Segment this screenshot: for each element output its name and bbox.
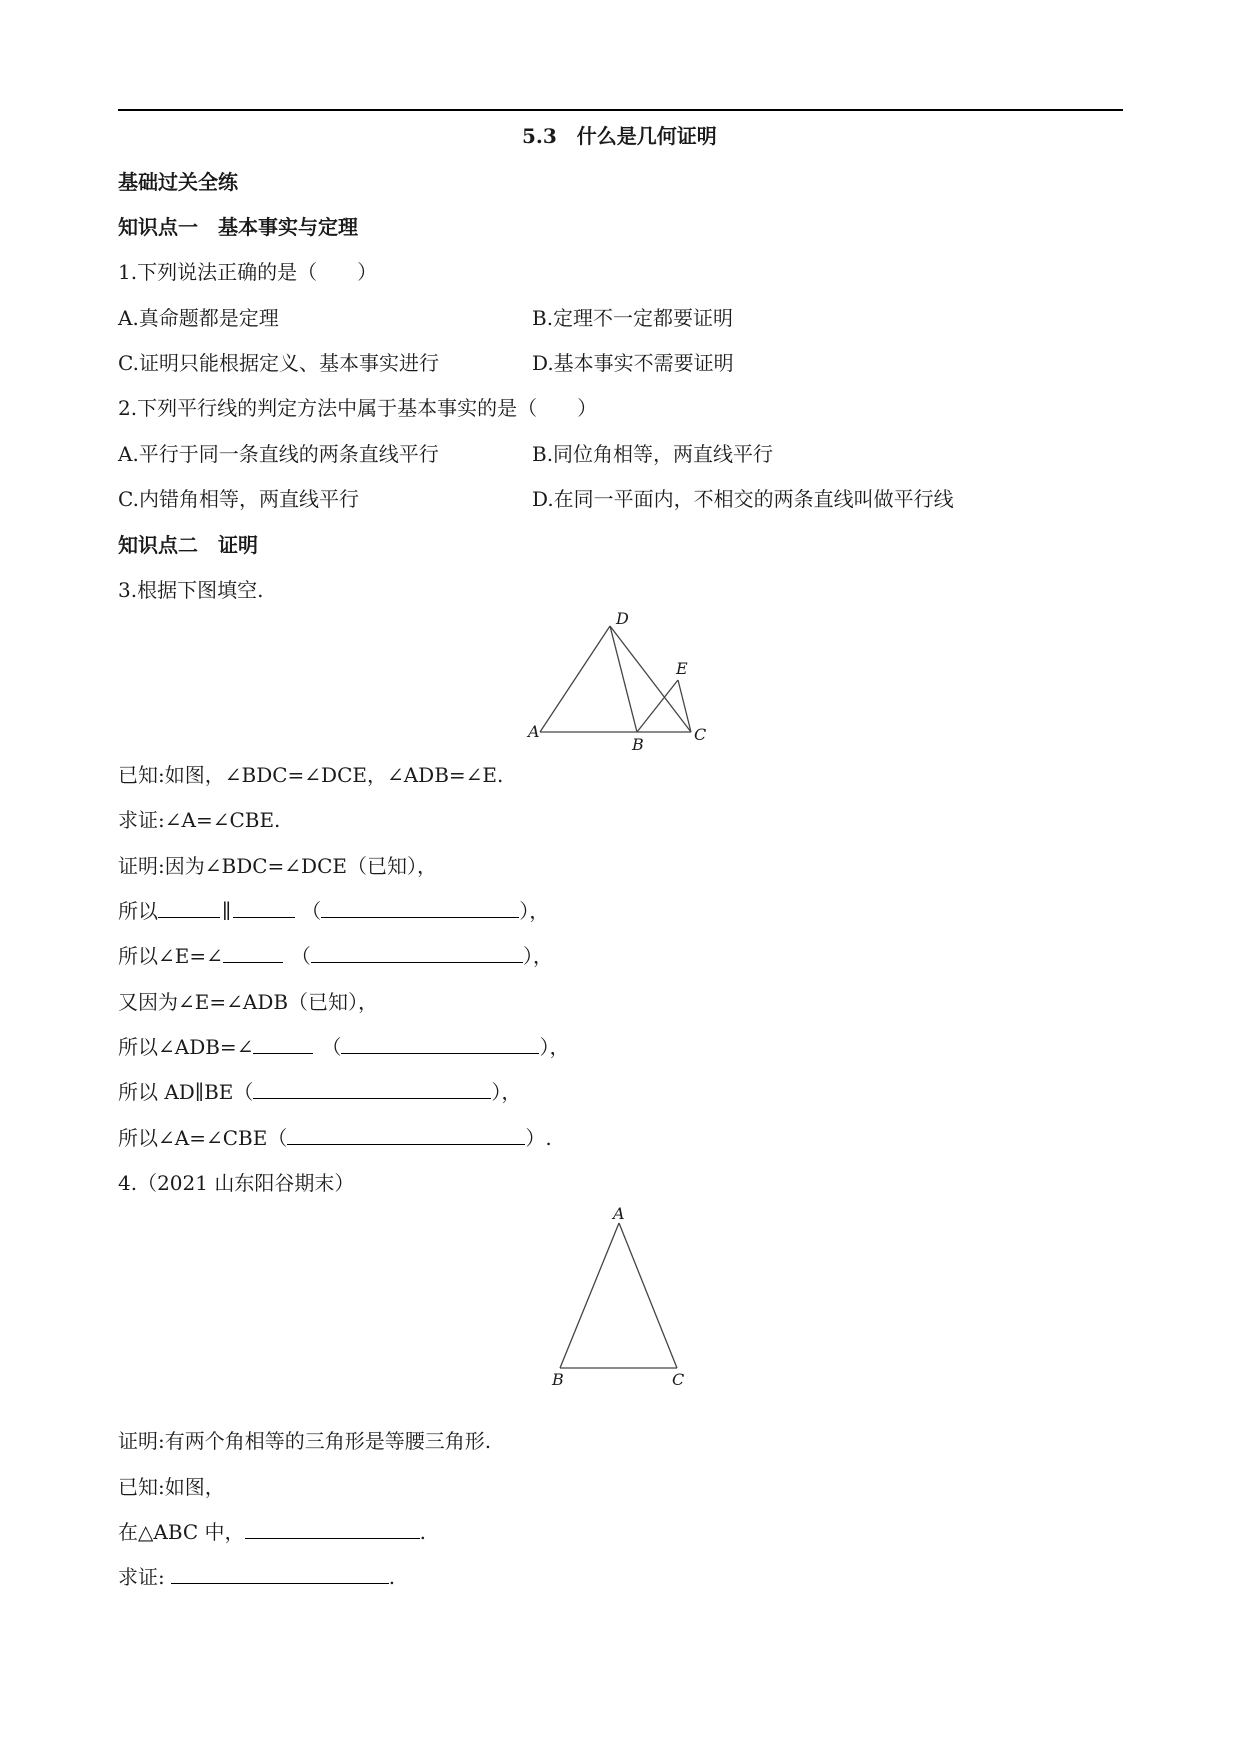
page-title: 5.3 什么是几何证明 (522, 124, 717, 148)
q4-in-triangle (118, 1519, 426, 1545)
q3-label-c: C (694, 725, 707, 744)
q3-step-2 (118, 943, 553, 969)
q2-option-b: B.同位角相等，两直线平行 (532, 442, 774, 466)
q2-option-d: D.在同一平面内，不相交的两条直线叫做平行线 (532, 487, 954, 511)
q3-step-1-open: （ (301, 899, 322, 923)
q3-blank-9[interactable] (287, 1126, 525, 1145)
segment-db (610, 626, 637, 732)
q3-step-6-close: ）. (525, 1126, 552, 1150)
q1-option-b: B.定理不一定都要证明 (532, 306, 734, 330)
q4-label-c: C (672, 1370, 685, 1389)
segment-ab (560, 1223, 619, 1368)
q4-blank-prove[interactable] (171, 1565, 389, 1584)
q3-label-d: D (616, 612, 629, 628)
q3-blank-4[interactable] (223, 944, 283, 963)
q4-figure (540, 1205, 710, 1390)
q3-prove: 求证:∠A=∠CBE. (118, 808, 281, 832)
q3-blank-7[interactable] (341, 1035, 539, 1054)
q3-blank-8[interactable] (253, 1080, 491, 1099)
q1-option-c: C.证明只能根据定义、基本事实进行 (118, 351, 439, 375)
q4-given: 已知:如图， (118, 1475, 225, 1499)
q3-blank-2[interactable] (233, 899, 295, 918)
q3-step-6 (118, 1125, 552, 1151)
segment-dc (610, 626, 691, 732)
q3-step-2-open: （ (290, 944, 311, 968)
section-heading: 基础过关全练 (118, 170, 238, 194)
q4-label-a: A (613, 1205, 625, 1223)
q3-step-5-prefix: 所以 AD∥BE（ (118, 1080, 254, 1104)
knowledge-point-1-heading: 知识点一 基本事实与定理 (118, 215, 358, 239)
q3-step-2-prefix: 所以∠E=∠ (118, 944, 223, 968)
q4-blank-given[interactable] (245, 1520, 420, 1539)
q2-option-c: C.内错角相等，两直线平行 (118, 487, 359, 511)
q3-label-e: E (676, 659, 688, 678)
segment-ac (619, 1223, 677, 1368)
q4-statement: 证明:有两个角相等的三角形是等腰三角形. (118, 1429, 492, 1453)
q4-prove-prefix: 求证: (118, 1565, 165, 1589)
q3-blank-3[interactable] (321, 899, 519, 918)
q2-option-a: A.平行于同一条直线的两条直线平行 (118, 442, 439, 466)
q3-stem: 3.根据下图填空. (118, 578, 264, 602)
q4-in-prefix: 在△ABC 中， (118, 1520, 245, 1544)
q4-prove (118, 1564, 395, 1590)
q3-step-4-open: （ (321, 1035, 342, 1059)
q3-step-4-prefix: 所以∠ADB=∠ (118, 1035, 254, 1059)
q3-step-4-close: ）， (539, 1035, 570, 1059)
q3-step-1-prefix: 所以 (118, 899, 158, 923)
segment-ad (540, 626, 610, 732)
q3-step-1-close: ）， (519, 899, 550, 923)
q3-label-a: A (528, 722, 540, 741)
q2-stem: 2.下列平行线的判定方法中属于基本事实的是（ ） (118, 396, 598, 420)
q3-step-6-prefix: 所以∠A=∠CBE（ (118, 1126, 288, 1150)
q3-step-3: 又因为∠E=∠ADB（已知）， (118, 990, 379, 1014)
q3-blank-6[interactable] (253, 1035, 313, 1054)
q4-prove-suffix: . (388, 1565, 396, 1589)
q1-stem: 1.下列说法正确的是（ ） (118, 260, 378, 284)
q4-stem: 4.（2021 山东阳谷期末） (118, 1171, 355, 1195)
header-rule (118, 109, 1123, 111)
q3-step-5-close: ）， (491, 1080, 522, 1104)
q3-parallel-symbol: ∥ (222, 899, 232, 923)
q4-in-suffix: . (419, 1520, 426, 1544)
q3-given: 已知:如图，∠BDC=∠DCE，∠ADB=∠E. (118, 763, 504, 787)
q3-blank-1[interactable] (158, 899, 220, 918)
q3-step-4 (118, 1034, 569, 1060)
q3-step-5 (118, 1079, 521, 1105)
q1-option-d: D.基本事实不需要证明 (532, 351, 734, 375)
knowledge-point-2-heading: 知识点二 证明 (118, 533, 258, 557)
q3-blank-5[interactable] (311, 944, 523, 963)
q3-step-1 (118, 898, 549, 924)
q3-proof-intro: 证明:因为∠BDC=∠DCE（已知）， (118, 854, 437, 878)
q3-step-2-close: ）， (522, 944, 553, 968)
q3-figure (520, 612, 730, 752)
q3-label-b: B (632, 735, 644, 752)
q1-option-a: A.真命题都是定理 (118, 306, 279, 330)
q4-label-b: B (552, 1370, 564, 1389)
